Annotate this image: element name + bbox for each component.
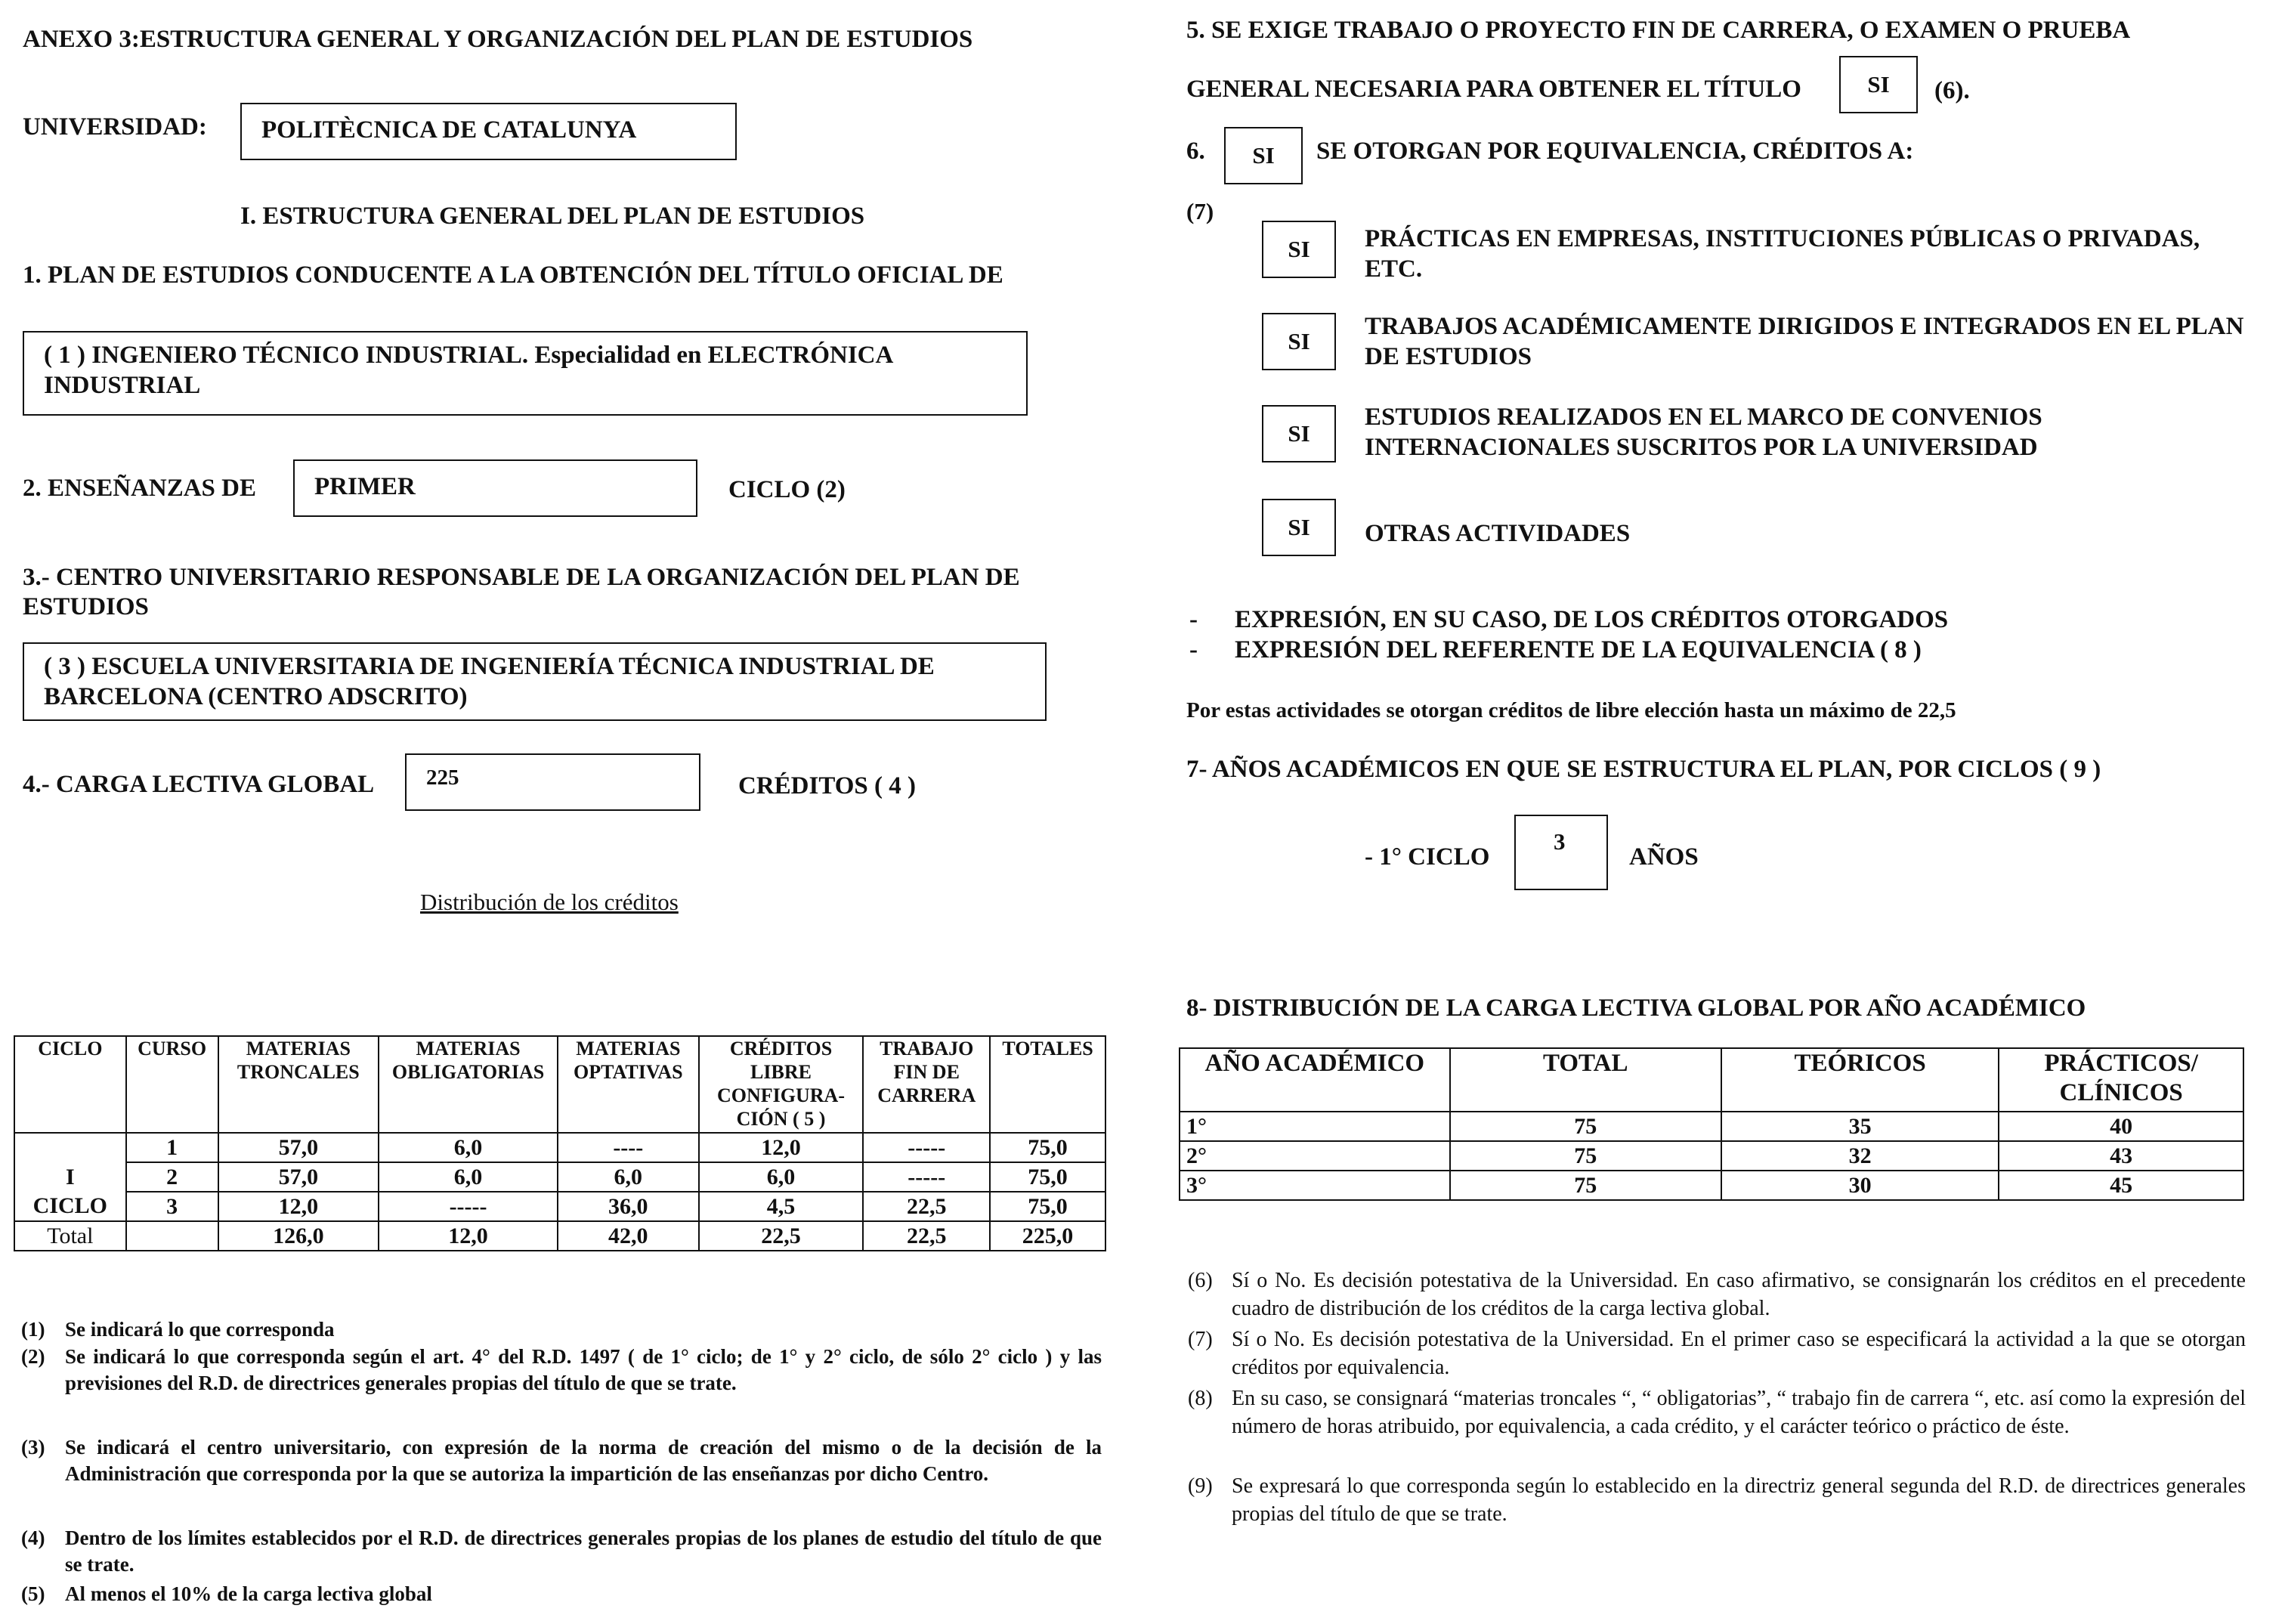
option2-label: TRABAJOS ACADÉMICAMENTE DIRIGIDOS E INTEGRADOS EN EL PLAN DE ESTUDIOS [1365, 313, 2244, 370]
item6-ref: (7) [1186, 198, 1214, 224]
footnote-4: (4) Dentro de los límites establecidos por el R.D. de directrices generales propias de los planes de estudio del título de que se trate. [21, 1527, 1102, 1576]
col-libre: CRÉDITOS LIBRE CONFIGURA- CIÓN ( 5 ) [699, 1036, 864, 1133]
footnote-8: (8) En su caso, se consignará “materias troncales “, “ obligatorias”, “ trabajo fin de carrera “, etc. así como la expresión del número de horas atribuido, por equivalencia, a cada crédito, y el carácter teórico o práctico de éste. [1188, 1387, 2246, 1438]
item6-num: 6. [1186, 138, 1205, 165]
table-row: 1° 75 35 40 [1180, 1112, 2243, 1141]
option3-label: ESTUDIOS REALIZADOS EN EL MARCO DE CONVENIOS INTERNACIONALES SUSCRITOS POR LA UNIVERSIDAD [1365, 404, 2042, 461]
option1-label: PRÁCTICAS EN EMPRESAS, INSTITUCIONES PÚBLICAS O PRIVADAS, ETC. [1365, 225, 2200, 283]
bullet2: EXPRESIÓN DEL REFERENTE DE LA EQUIVALENCIA ( 8 ) [1235, 636, 1922, 664]
bullet1: EXPRESIÓN, EN SU CASO, DE LOS CRÉDITOS OTORGADOS [1235, 606, 1949, 633]
item7-suffix: AÑOS [1629, 843, 1699, 871]
col-totales: TOTALES [990, 1036, 1105, 1133]
item2-label: 2. ENSEÑANZAS DE [23, 475, 256, 502]
bullet-dash-2: - [1189, 636, 1198, 664]
option1-checkbox: SI [1262, 221, 1336, 278]
footnote-2: (2) Se indicará lo que corresponda según el art. 4° del R.D. 1497 ( de 1° ciclo; de 1° y 2° ciclo, de sólo 2° ciclo ) y las previsiones del R.D. de directrices generales propias del título de que se trate. [21, 1345, 1102, 1394]
creditos-table [14, 1035, 1106, 1251]
centro-line1: ( 3 ) ESCUELA UNIVERSITARIA DE INGENIERÍA TÉCNICA INDUSTRIAL DE [44, 653, 935, 680]
item3-label-line1: 3.- CENTRO UNIVERSITARIO RESPONSABLE DE LA ORGANIZACIÓN DEL PLAN DE [23, 564, 1020, 591]
carga-anual-table [1179, 1047, 2244, 1201]
col-troncales: MATERIAS TRONCALES [218, 1036, 379, 1133]
footnote-5: (5) Al menos el 10% de la carga lectiva global [21, 1582, 432, 1605]
ensenanzas-value: PRIMER [314, 473, 416, 500]
libre-text: Por estas actividades se otorgan créditos de libre elección hasta un máximo de 22,5 [1186, 698, 1956, 722]
table-row: 2° 75 32 43 [1180, 1141, 2243, 1171]
bullet-dash-1: - [1189, 606, 1198, 633]
col-ciclo: CICLO [14, 1036, 126, 1133]
item2-suffix: CICLO (2) [728, 476, 846, 503]
item1-label: 1. PLAN DE ESTUDIOS CONDUCENTE A LA OBTENCIÓN DEL TÍTULO OFICIAL DE [23, 261, 1003, 289]
titulo-line2: INDUSTRIAL [44, 372, 201, 399]
item6-checkbox: SI [1224, 127, 1303, 184]
item8-label: 8- DISTRIBUCIÓN DE LA CARGA LECTIVA GLOBAL POR AÑO ACADÉMICO [1186, 995, 2086, 1022]
universidad-label: UNIVERSIDAD: [23, 113, 207, 141]
table-row: 3 12,0 ----- 36,0 4,5 22,5 75,0 [14, 1192, 1105, 1221]
titulo-line1: ( 1 ) INGENIERO TÉCNICO INDUSTRIAL. Especialidad en ELECTRÓNICA [44, 342, 894, 369]
universidad-field [240, 103, 737, 160]
centro-field [23, 642, 1047, 721]
item4-label: 4.- CARGA LECTIVA GLOBAL [23, 771, 375, 798]
item6-label: SE OTORGAN POR EQUIVALENCIA, CRÉDITOS A: [1316, 138, 1914, 165]
col-obligatorias: MATERIAS OBLIGATORIAS [379, 1036, 558, 1133]
universidad-value: POLITÈCNICA DE CATALUNYA [261, 116, 637, 144]
item5-suffix: (6). [1934, 77, 1970, 104]
col-trabajo: TRABAJO FIN DE CARRERA [863, 1036, 990, 1133]
footnote-9: (9) Se expresará lo que corresponda según lo establecido en la directriz general segunda del R.D. de directrices generales propias del título de que se trate. [1188, 1474, 2246, 1526]
item3-label-line2: ESTUDIOS [23, 593, 149, 620]
option4-checkbox: SI [1262, 499, 1336, 556]
item4-suffix: CRÉDITOS ( 4 ) [738, 772, 917, 800]
item7-ciclo: - 1° CICLO [1365, 843, 1490, 871]
table-header-row: AÑO ACADÉMICO TOTAL TEÓRICOS PRÁCTICOS/ CLÍNICOS [1180, 1048, 2243, 1112]
option2-checkbox: SI [1262, 313, 1336, 370]
ciclo-cell: I CICLO [14, 1133, 126, 1221]
item5-line1: 5. SE EXIGE TRABAJO O PROYECTO FIN DE CARRERA, O EXAMEN O PRUEBA [1186, 17, 2131, 44]
item7-field [1514, 815, 1608, 890]
titulo-field [23, 331, 1028, 416]
footnote-7: (7) Sí o No. Es decisión potestativa de la Universidad. En el primer caso se especificará la actividad a la que se otorgan créditos por equivalencia. [1188, 1328, 2246, 1379]
footnote-3: (3) Se indicará el centro universitario, con expresión de la norma de creación del mismo o de la decisión de la Administración que corresponda por la que se autoriza la impartición de las enseñanzas por dicho Centro. [21, 1436, 1102, 1485]
footnote-6: (6) Sí o No. Es decisión potestativa de la Universidad. En caso afirmativo, se consignarán los créditos en el precedente cuadro de distribución de los créditos de la carga lectiva global. [1188, 1269, 2246, 1320]
item7-value: 3 [1554, 828, 1566, 855]
col-optativas: MATERIAS OPTATIVAS [558, 1036, 699, 1133]
table-row: 2 57,0 6,0 6,0 6,0 ----- 75,0 [14, 1162, 1105, 1192]
table-row: I CICLO 1 57,0 6,0 ---- 12,0 ----- 75,0 [14, 1133, 1105, 1162]
carga-value: 225 [426, 766, 459, 790]
item5-checkbox: SI [1839, 56, 1918, 113]
centro-line2: BARCELONA (CENTRO ADSCRITO) [44, 683, 468, 710]
table-total-row: Total 126,0 12,0 42,0 22,5 22,5 225,0 [14, 1221, 1105, 1251]
ensenanzas-field [293, 459, 697, 517]
section-heading: I. ESTRUCTURA GENERAL DEL PLAN DE ESTUDIOS [240, 203, 865, 230]
item7-label: 7- AÑOS ACADÉMICOS EN QUE SE ESTRUCTURA EL PLAN, POR CICLOS ( 9 ) [1186, 756, 2101, 783]
item5-line2: GENERAL NECESARIA PARA OBTENER EL TÍTULO [1186, 76, 1801, 103]
option4-label: OTRAS ACTIVIDADES [1365, 520, 1631, 547]
page-title: ANEXO 3:ESTRUCTURA GENERAL Y ORGANIZACIÓN DEL PLAN DE ESTUDIOS [23, 26, 973, 53]
table-row: 3° 75 30 45 [1180, 1171, 2243, 1200]
footnote-1: (1) Se indicará lo que corresponda [21, 1318, 335, 1341]
col-curso: CURSO [126, 1036, 218, 1133]
option3-checkbox: SI [1262, 405, 1336, 462]
table-header-row [14, 1036, 1105, 1133]
carga-field [405, 753, 700, 811]
distribucion-link: Distribución de los créditos [420, 889, 679, 915]
